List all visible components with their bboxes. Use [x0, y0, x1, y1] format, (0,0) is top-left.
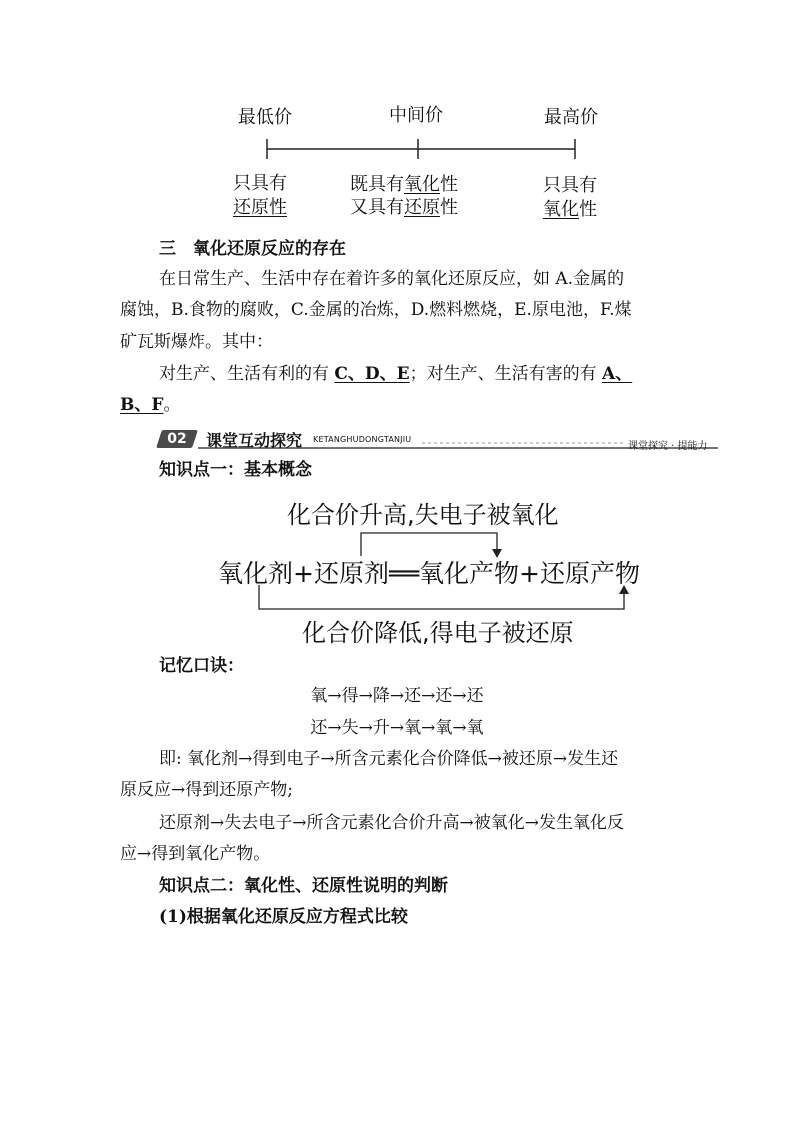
- high-desc-line1: 只具有: [543, 175, 597, 196]
- section3-para1-line1: 在日常生产、生活中存在着许多的氧化还原反应，如 A.金属的: [159, 269, 625, 289]
- memory-line1: 氧→得→降→还→还→还: [310, 686, 484, 706]
- kp1-heading: 知识点一：基本概念: [159, 460, 312, 480]
- banner-number: 02: [167, 431, 187, 447]
- banner-title: 课堂互动探究: [206, 431, 303, 450]
- para2-pre: 对生产、生活有利的有: [159, 364, 335, 384]
- section3-para2-line2: [120, 389, 180, 421]
- oxidation-bracket: [361, 533, 497, 556]
- memory-para1-line1: 即: 氧化剂→得到电子→所含元素化合价降低→被还原→发生还: [159, 749, 619, 769]
- memory-label: 记忆口诀：: [159, 656, 244, 676]
- high-desc-line2: [543, 195, 597, 221]
- mid-desc-line1-pre: 既具有: [350, 174, 404, 195]
- section3-para2-line1: [159, 358, 632, 390]
- mid-desc-line2-post: 性: [440, 197, 458, 218]
- para2-mid: ；对生产、生活有害的有: [409, 364, 603, 384]
- kp2-heading: 知识点二：氧化性、还原性说明的判断: [159, 876, 448, 896]
- memory-para2-line2: 应→得到氧化产物。: [120, 844, 271, 864]
- redox-bottom-label: 化合价降低,得电子被还原: [302, 619, 574, 647]
- section3-para1-line3: 矿瓦斯爆炸。其中：: [120, 332, 273, 352]
- mid-desc-line1-ul: 氧化: [404, 174, 440, 195]
- para2-answer-beneficial: C、D、E: [334, 364, 410, 384]
- valence-highest-label: 最高价: [544, 107, 598, 128]
- valence-middle-label: 中间价: [389, 105, 443, 126]
- mid-desc-line2-ul: 还原: [404, 197, 440, 218]
- para2-answer-harmful-a: A、: [602, 364, 633, 384]
- section3-heading: 三 氧化还原反应的存在: [159, 239, 346, 259]
- mid-desc-line2-pre: 又具有: [350, 197, 404, 218]
- para2-end: 。: [163, 395, 181, 415]
- redox-top-label: 化合价升高,失电子被氧化: [287, 501, 559, 529]
- redox-equation: 氧化剂+还原剂══氧化产物+还原产物: [218, 559, 640, 588]
- mid-desc-line2: [350, 193, 458, 219]
- section3-para1-line2: 腐蚀，B.食物的腐败，C.金属的冶炼，D.燃料燃烧，E.原电池，F.煤: [120, 300, 632, 320]
- kp2-sub1: (1)根据氧化还原反应方程式比较: [159, 907, 408, 927]
- valence-lowest-label: 最低价: [238, 107, 292, 128]
- high-desc-line2-post: 性: [579, 199, 597, 220]
- mid-desc-line1-post: 性: [440, 174, 458, 195]
- memory-para1-line2: 原反应→得到还原产物;: [120, 780, 293, 800]
- memory-line2: 还→失→升→氧→氧→氧: [310, 718, 484, 738]
- banner-right-label: 课堂探究 · 提能力: [628, 441, 708, 452]
- low-desc-line1: 只具有: [233, 173, 287, 194]
- high-desc-line2-ul: 氧化: [543, 199, 579, 220]
- para2-answer-harmful-b: B、F: [120, 395, 164, 415]
- memory-para2-line1: 还原剂→失去电子→所含元素化合价升高→被氧化→发生氧化反: [159, 813, 624, 833]
- banner-number-badge: [156, 430, 198, 448]
- low-desc-line2: 还原性: [233, 197, 287, 218]
- banner-pinyin: KETANGHUDONGTANJIU: [313, 435, 412, 444]
